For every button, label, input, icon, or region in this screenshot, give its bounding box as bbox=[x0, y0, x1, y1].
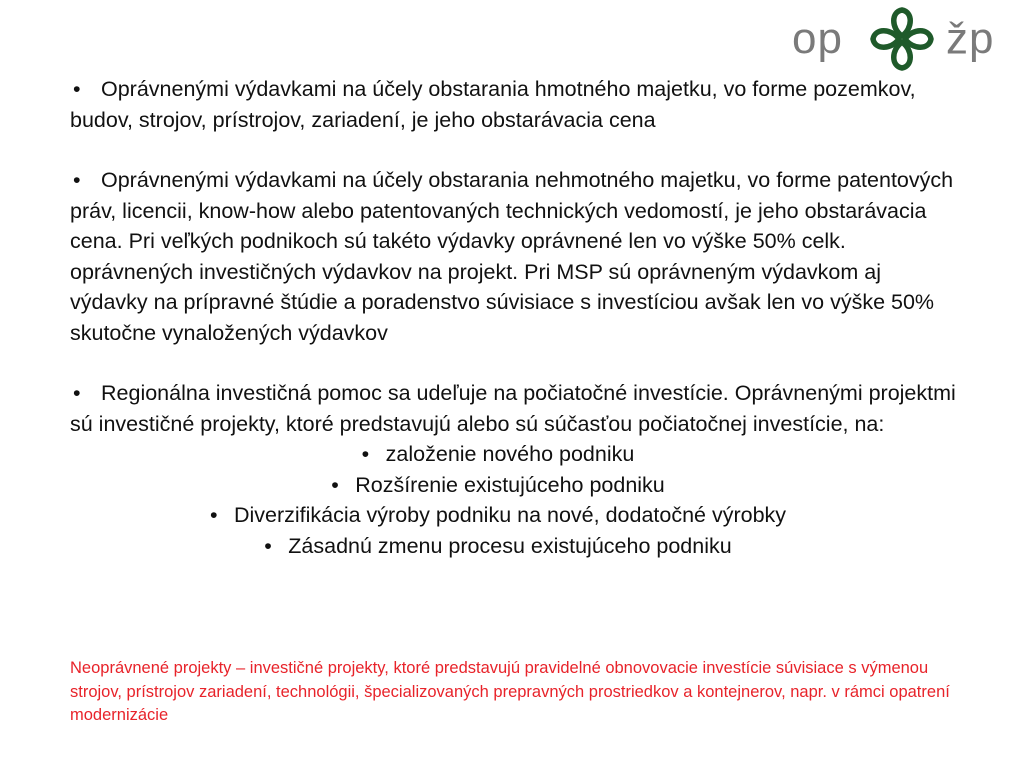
bullet-paragraph-1 bbox=[70, 74, 960, 135]
bullet-paragraph-3 bbox=[70, 378, 960, 439]
list-item bbox=[70, 531, 926, 562]
sub-bullet-list bbox=[70, 439, 926, 561]
sub-item-text: Rozšírenie existujúceho podniku bbox=[355, 472, 665, 497]
list-item bbox=[70, 470, 926, 501]
logo bbox=[792, 6, 1014, 72]
sub-item-text: Diverzifikácia výroby podniku na nové, dodatočné výrobky bbox=[233, 503, 787, 527]
bullet-dot: • bbox=[331, 472, 339, 497]
bullet-dot: • bbox=[73, 77, 81, 101]
clover-knot-icon bbox=[869, 6, 935, 72]
list-item bbox=[70, 500, 926, 531]
sub-item-text: Zásadnú zmenu procesu existujúceho podniku bbox=[288, 533, 732, 558]
list-item bbox=[70, 439, 926, 470]
sub-item-text: založenie nového podniku bbox=[385, 442, 635, 466]
logo-text-zp: žp bbox=[946, 14, 995, 63]
bullet-paragraph-1-text: Oprávnenými výdavkami na účely obstarania hmotného majetku, vo forme pozemkov, budov, strojov, prístrojov, zariadení, je jeho obstarávacia cena bbox=[70, 77, 916, 132]
bullet-paragraph-2 bbox=[70, 165, 960, 348]
logo-text-op: op bbox=[792, 14, 843, 63]
bullet-paragraph-3-text: Regionálna investičná pomoc sa udeľuje na počiatočné investície. Oprávnenými projektmi sú investičné projekty, ktoré predstavujú alebo sú súčasťou počiatočnej investície, na: bbox=[70, 381, 956, 436]
bullet-dot: • bbox=[361, 442, 370, 466]
bullet-dot: • bbox=[264, 533, 272, 558]
bullet-dot: • bbox=[73, 381, 81, 405]
bullet-dot: • bbox=[209, 503, 218, 527]
slide-body bbox=[70, 74, 960, 561]
bullet-paragraph-2-text: Oprávnenými výdavkami na účely obstarania nehmotného majetku, vo forme patentových práv, licencii, know-how alebo patentovaných technických vedomostí, je jeho obstarávacia cena. Pri veľkých podnikoch sú takéto výdavky oprávnené len vo výške 50% celk. oprávnených investičných výdavkov na projekt. Pri MSP sú oprávneným výdavkom aj výdavky na prípravné štúdie a poradenstvo súvisiace s investíciou avšak len vo výške 50% skutočne vynaložených výdavkov bbox=[70, 168, 954, 345]
ineligible-projects-note: Neoprávnené projekty – investičné projekty, ktoré predstavujú pravidelné obnovovacie investície súvisiace s výmenou strojov, prístrojov zariadení, technológii, špecializovaných prepravných prostriedkov a kontejnerov, napr. v rámci opatrení modernizácie bbox=[70, 659, 950, 724]
bullet-dot: • bbox=[73, 168, 81, 192]
